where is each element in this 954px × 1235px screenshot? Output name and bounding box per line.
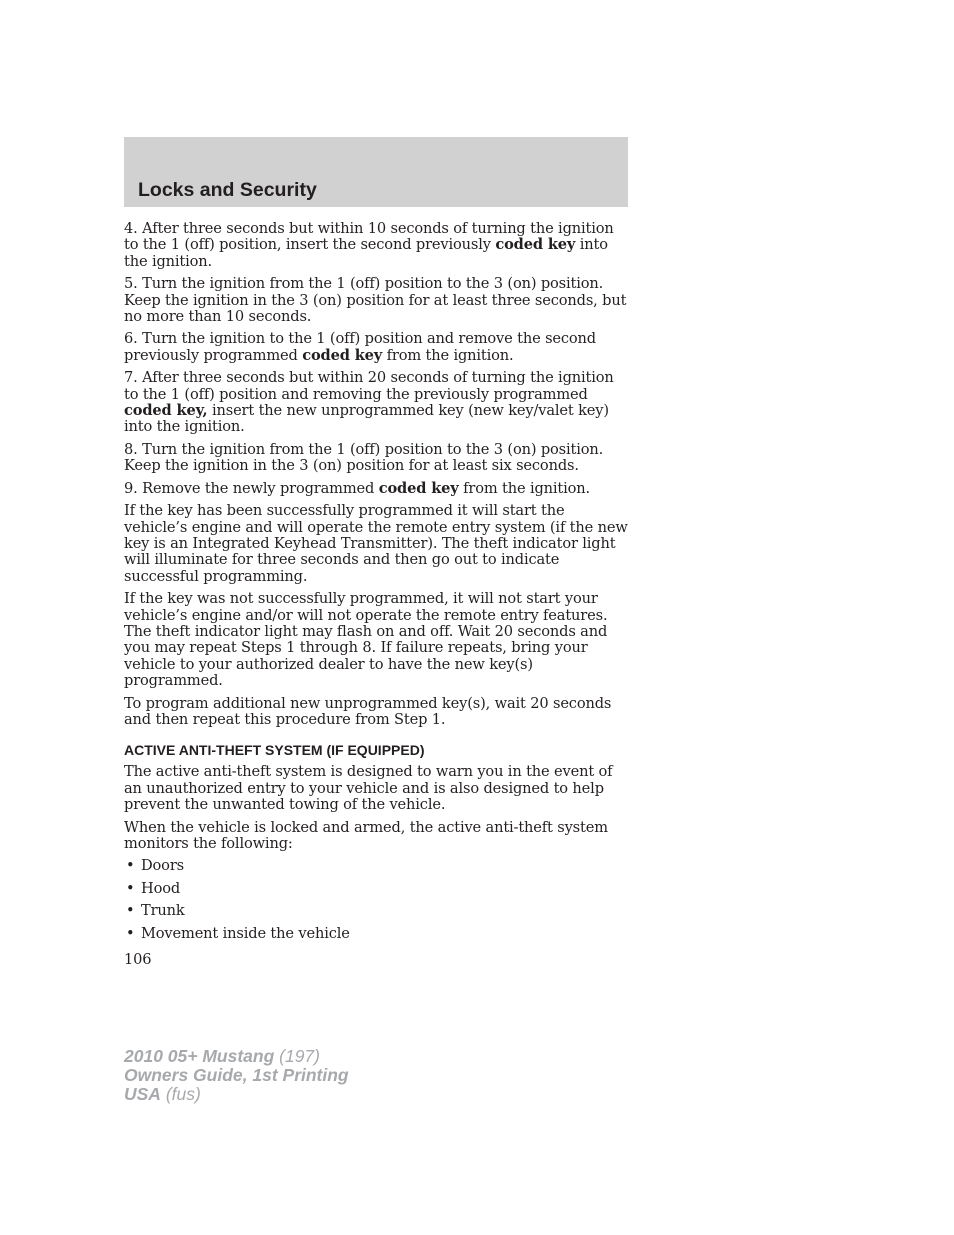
bullet-icon: • [126,857,135,875]
monitored-items-list [124,858,630,942]
step-8: 8. Turn the ignition from the 1 (off) position to the 3 (on) position. Keep the ignition in the 3 (on) position for at least six seconds. [124,440,604,475]
footer-line-model: 2010 05+ Mustang (197) [124,1046,320,1066]
anti-theft-monitors: When the vehicle is locked and armed, the active anti-theft system monitors the following: [124,818,608,852]
section-heading: ACTIVE ANTI-THEFT SYSTEM (IF EQUIPPED) [124,742,425,759]
footer-line-market: USA (fus) [124,1084,201,1104]
list-item: • Doors [126,857,184,875]
step-4: 4. After three seconds but within 10 seconds of turning the ignition to the 1 (off) position, insert the second previously coded key into the ignition. [124,220,614,270]
failure-paragraph: If the key was not successfully programmed, it will not start your vehicle’s engine and/or will not operate the remote entry features. The theft indicator light may flash on and off. Wait 20 seconds and you may repeat Steps 1 through 8. If failure repeats, bring your vehicle to your authorized dealer to have the new key(s) programmed. [124,590,608,690]
page-content [124,221,630,968]
coded-key-term: coded key, [124,402,208,420]
list-item: • Hood [126,879,181,897]
success-paragraph: If the key has been successfully programmed it will start the vehicle’s engine and will operate the remote entry system (if the new key is an Integrated Keyhead Transmitter). The theft indicator light will illuminate for three seconds and then go out to indicate successful programming. [124,502,628,585]
coded-key-term: coded key [495,236,576,254]
additional-keys-paragraph: To program additional new unprogrammed key(s), wait 20 seconds and then repeat this procedure from Step 1. [124,694,612,728]
page-section-title: Locks and Security [138,179,317,201]
list-item: • Movement inside the vehicle [126,924,350,942]
document-footer [124,1047,349,1104]
step-6: 6. Turn the ignition to the 1 (off) position and remove the second previously programmed coded key from the ignition. [124,330,596,364]
page-number: 106 [124,951,152,969]
step-9: 9. Remove the newly programmed coded key from the ignition. [124,479,591,497]
step-5: 5. Turn the ignition from the 1 (off) position to the 3 (on) position. Keep the ignition in the 3 (on) position for at least three seconds, but no more than 10 seconds. [124,275,627,326]
coded-key-term: coded key [378,479,459,497]
coded-key-term: coded key [302,346,383,364]
list-item: • Trunk [126,902,185,920]
section-header-band [124,137,628,207]
step-7: 7. After three seconds but within 20 seconds of turning the ignition to the 1 (off) position and removing the previously programmed coded key, insert the new unprogrammed key (new key/valet key) into the ignition. [124,369,614,436]
anti-theft-intro: The active anti-theft system is designed to warn you in the event of an unauthorized entry to your vehicle and is also designed to help prevent the unwanted towing of the vehicle. [124,763,613,814]
bullet-icon: • [126,902,135,920]
footer-line-edition: Owners Guide, 1st Printing [124,1065,349,1085]
bullet-icon: • [126,924,135,942]
bullet-icon: • [126,879,135,897]
